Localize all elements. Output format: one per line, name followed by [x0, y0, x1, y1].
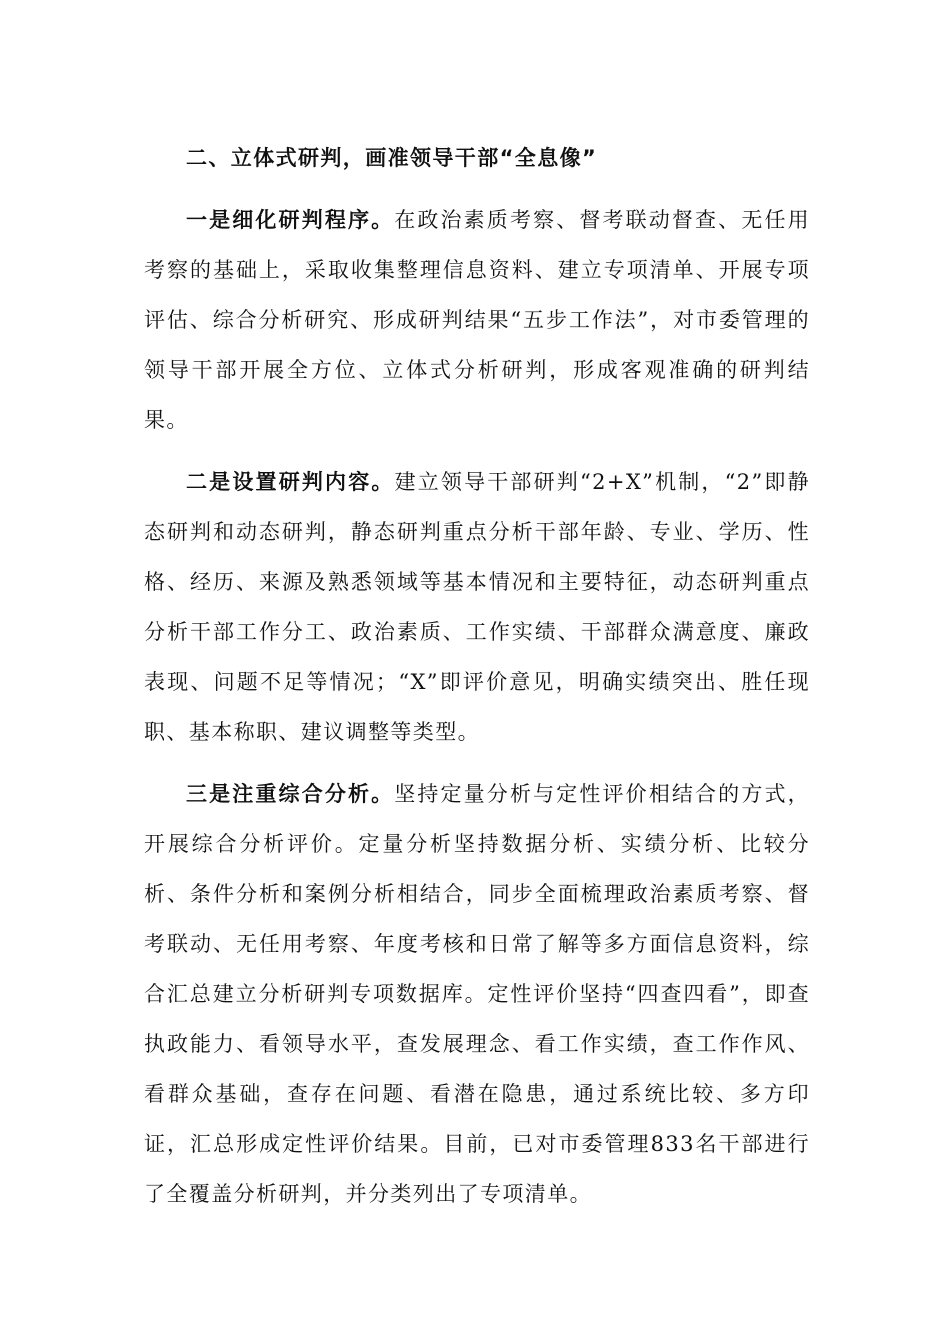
section-heading: 二、立体式研判，画准领导干部“全息像” [186, 146, 598, 170]
paragraph-3-body: 坚持定量分析与定性评价相结合的方式，开展综合分析评价。定量分析坚持数据分析、实绩分析、比较分析、条件分析和案例分析相结合，同步全面梳理政治素质考察、督考联动、无任用考察、年度考核和日常了解等多方面信息资料，综合汇总建立分析研判专项数据库。定性评价坚持“四查四看”，即查执政能力、看领导水平，查发展理念、看工作实绩，查工作作风、看群众基础，查存在问题、看潜在隐患，通过系统比较、多方印证，汇总形成定性评价结果。目前，已对市委管理833名干部进行了全覆盖分析研判，并分类列出了专项清单。 [144, 782, 810, 1206]
paragraph-2-lead: 二是设置研判内容。 [186, 470, 395, 494]
paragraph-1 [144, 195, 810, 445]
paragraph-3-lead: 三是注重综合分析。 [186, 782, 395, 806]
paragraph-2 [144, 457, 810, 757]
paragraph-3 [144, 769, 810, 1219]
paragraph-1-lead: 一是细化研判程序。 [186, 208, 395, 232]
document-body [144, 133, 810, 1219]
paragraph-1-body: 在政治素质考察、督考联动督查、无任用考察的基础上，采取收集整理信息资料、建立专项清单、开展专项评估、综合分析研究、形成研判结果“五步工作法”，对市委管理的领导干部开展全方位、立体式分析研判，形成客观准确的研判结果。 [144, 208, 810, 432]
paragraph-2-body: 建立领导干部研判“2+X”机制，“2”即静态研判和动态研判，静态研判重点分析干部年龄、专业、学历、性格、经历、来源及熟悉领域等基本情况和主要特征，动态研判重点分析干部工作分工、政治素质、工作实绩、干部群众满意度、廉政表现、问题不足等情况；“X”即评价意见，明确实绩突出、胜任现职、基本称职、建议调整等类型。 [144, 470, 810, 744]
